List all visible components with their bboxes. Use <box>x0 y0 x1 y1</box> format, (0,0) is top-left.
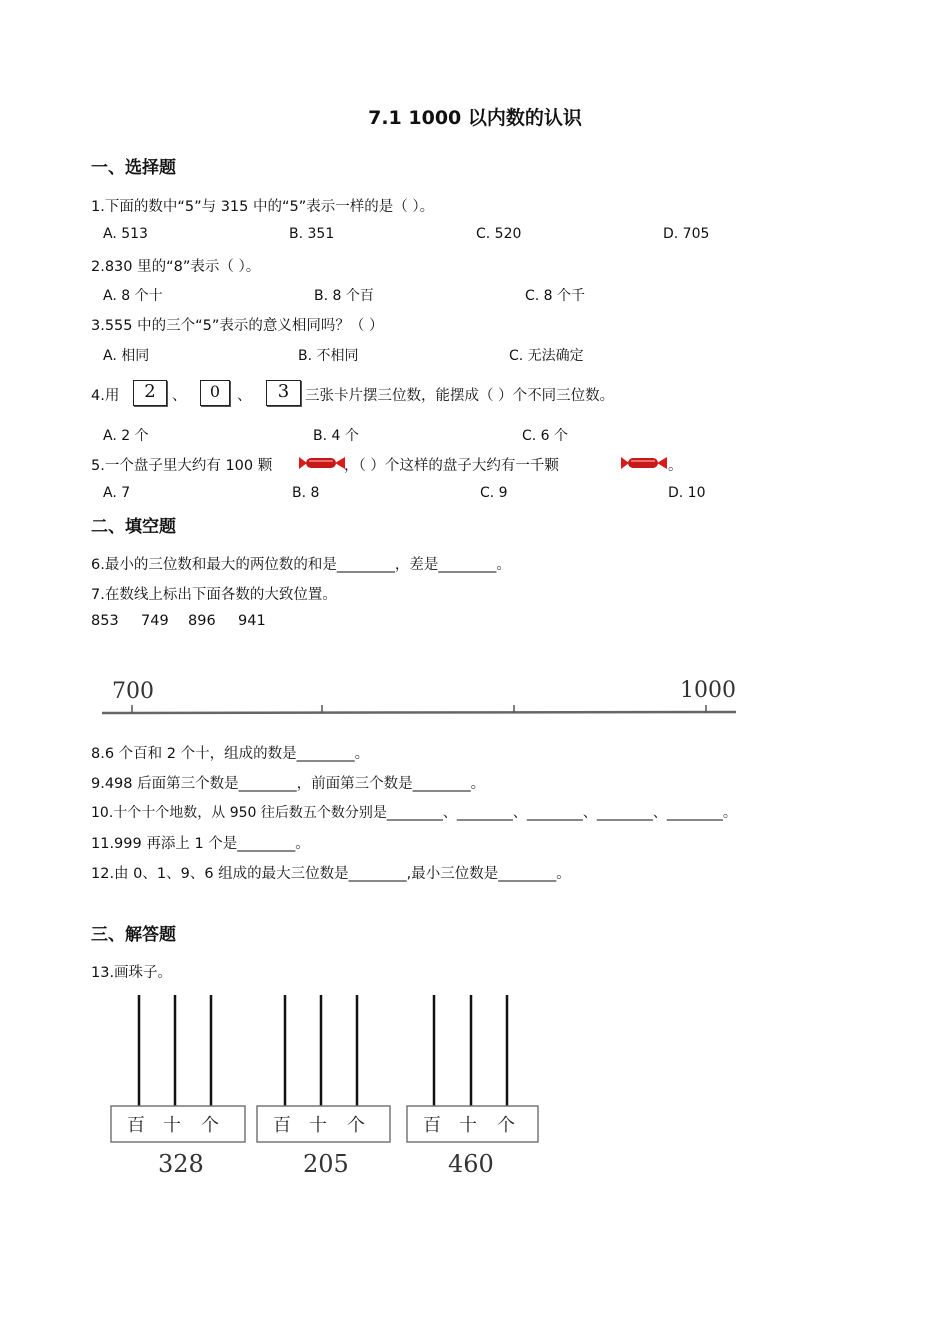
abacus-3-label-ones: 个 <box>497 1115 515 1136</box>
candy-icon <box>619 453 669 473</box>
q4-option-c[interactable]: C. 6 个 <box>522 428 569 444</box>
number-card-3: 3 <box>266 380 301 406</box>
question-8: 8.6 个百和 2 个十，组成的数是________。 <box>91 746 370 762</box>
q4-prefix: 4.用 <box>91 388 120 404</box>
abacus-1-label-tens: 十 <box>163 1115 181 1136</box>
abacus-1-label-hundreds: 百 <box>127 1115 145 1136</box>
question-2: 2.830 里的“8”表示（ ）。 <box>91 259 261 275</box>
q3-option-c[interactable]: C. 无法确定 <box>509 348 584 364</box>
abacus-2 <box>257 995 390 1178</box>
question-13: 13.画珠子。 <box>91 965 173 981</box>
abacus-2-label-ones: 个 <box>347 1115 365 1136</box>
section-heading-answer: 三、解答题 <box>91 925 176 945</box>
question-6: 6.最小的三位数和最大的两位数的和是________，差是________。 <box>91 557 511 573</box>
q5-option-c[interactable]: C. 9 <box>480 485 508 501</box>
section-heading-fill: 二、填空题 <box>91 517 176 537</box>
q3-option-b[interactable]: B. 不相同 <box>298 348 359 364</box>
question-3: 3.555 中的三个“5”表示的意义相同吗？（ ） <box>91 318 384 334</box>
q5-part3: 。 <box>668 458 683 474</box>
q1-option-a[interactable]: A. 513 <box>103 226 148 242</box>
number-card-0: 0 <box>200 380 230 406</box>
q4-suffix: 三张卡片摆三位数，能摆成（ ）个不同三位数。 <box>305 388 615 404</box>
section-heading-choice: 一、选择题 <box>91 158 176 178</box>
number-card-2: 2 <box>133 380 167 406</box>
q4-option-a[interactable]: A. 2 个 <box>103 428 149 444</box>
q3-option-a[interactable]: A. 相同 <box>103 348 150 364</box>
q5-part2: ，（ ）个这样的盘子大约有一千颗 <box>344 458 559 474</box>
number-line-start: 700 <box>112 679 154 704</box>
q1-option-d[interactable]: D. 705 <box>663 226 710 242</box>
abacus-group <box>105 990 550 1190</box>
question-7: 7.在数线上标出下面各数的大致位置。 <box>91 587 337 603</box>
abacus-1-label-ones: 个 <box>201 1115 219 1136</box>
candy-icon <box>297 453 347 473</box>
abacus-2-label-tens: 十 <box>309 1115 327 1136</box>
q2-option-b[interactable]: B. 8 个百 <box>314 288 374 304</box>
q2-option-a[interactable]: A. 8 个十 <box>103 288 163 304</box>
q1-option-c[interactable]: C. 520 <box>476 226 522 242</box>
q7-number-3: 896 <box>188 613 216 629</box>
abacus-3-label-tens: 十 <box>459 1115 477 1136</box>
page-title: 7.1 1000 以内数的认识 <box>368 107 582 129</box>
abacus-3-label-hundreds: 百 <box>423 1115 441 1136</box>
question-11: 11.999 再添上 1 个是________。 <box>91 836 310 852</box>
question-1: 1.下面的数中“5”与 315 中的“5”表示一样的是（ ）。 <box>91 199 435 215</box>
abacus-1 <box>111 995 245 1178</box>
q5-part1: 5.一个盘子里大约有 100 颗 <box>91 458 273 474</box>
abacus-3 <box>407 995 538 1178</box>
question-9: 9.498 后面第三个数是________，前面第三个数是________。 <box>91 776 486 792</box>
abacus-3-number: 460 <box>448 1150 494 1178</box>
q4-option-b[interactable]: B. 4 个 <box>313 428 359 444</box>
q1-option-b[interactable]: B. 351 <box>289 226 335 242</box>
q7-number-2: 749 <box>141 613 169 629</box>
number-line-axis <box>102 712 736 713</box>
q5-option-a[interactable]: A. 7 <box>103 485 131 501</box>
q4-separator: 、 <box>172 388 187 404</box>
abacus-2-label-hundreds: 百 <box>273 1115 291 1136</box>
q5-option-d[interactable]: D. 10 <box>668 485 706 501</box>
number-line <box>100 670 760 722</box>
abacus-1-number: 328 <box>158 1150 204 1178</box>
abacus-2-number: 205 <box>303 1150 349 1178</box>
question-12: 12.由 0、1、9、6 组成的最大三位数是________,最小三位数是________。 <box>91 866 571 882</box>
question-10: 10.十个十个地数，从 950 往后数五个数分别是________、________、________、________、________。 <box>91 805 737 821</box>
number-line-end: 1000 <box>680 678 736 703</box>
q7-number-1: 853 <box>91 613 119 629</box>
q4-separator-2: 、 <box>237 388 252 404</box>
q2-option-c[interactable]: C. 8 个千 <box>525 288 586 304</box>
q7-number-4: 941 <box>238 613 266 629</box>
q5-option-b[interactable]: B. 8 <box>292 485 320 501</box>
